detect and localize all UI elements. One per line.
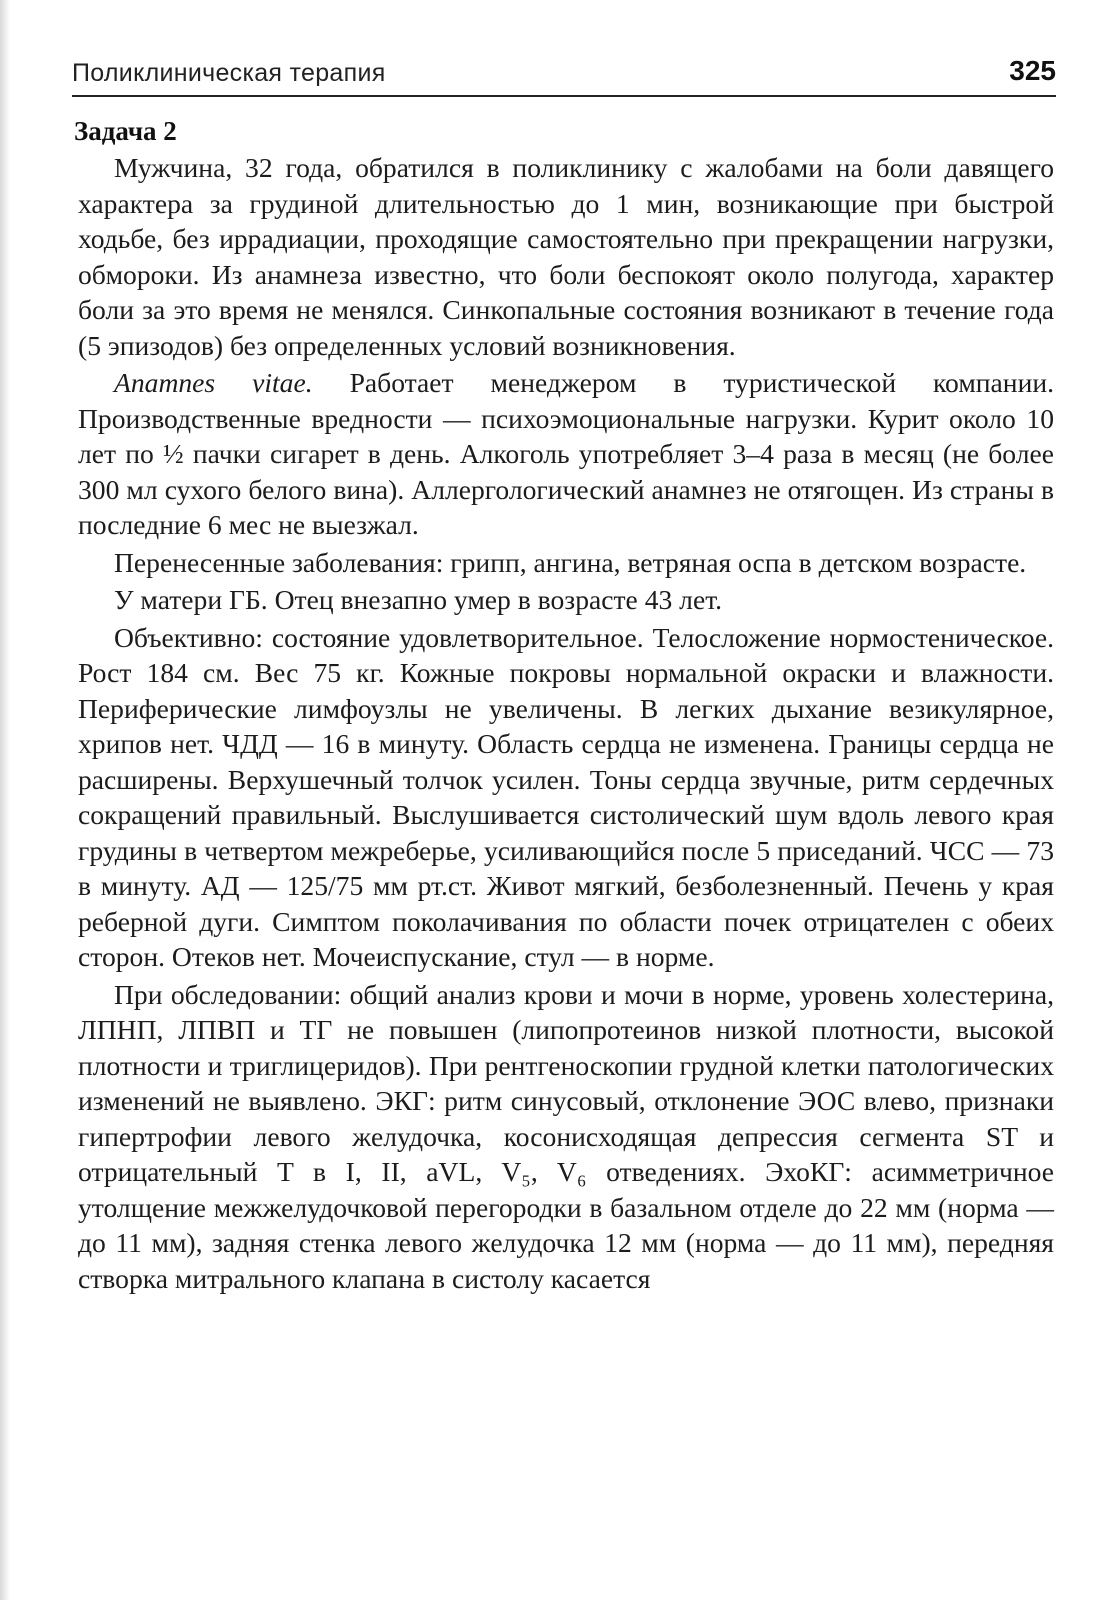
running-header [72, 55, 1056, 97]
paragraph-complaints: Мужчина, 32 года, обратился в поликлинику с жалобами на боли давящего характера за грудиной длительностью до 1 мин, возникающие при быстрой ходьбе, без иррадиации, проходящие самостоятельно при прекращении нагрузки, обмороки. Из анамнеза известно, что боли беспокоят около полугода, характер боли за это время не менялся. Синкопальные состояния возникают в течение года (5 эпизодов) без определенных условий возникновения. [78, 152, 1054, 361]
paragraph-objective-exam: Объективно: состояние удовлетворительное. Телосложение нормостеническое. Рост 184 см. Вес 75 кг. Кожные покровы нормальной окраски и влажности. Периферические лимфоузлы не увеличены. В легких дыхание везикулярное, хрипов нет. ЧДД — 16 в минуту. Область сердца не изменена. Границы сердца не расширены. Верхушечный толчок усилен. Тоны сердца звучные, ритм сердечных сокращений правильный. Выслушивается систолический шум вдоль левого края грудины в четвертом межреберье, усиливающийся после 5 приседаний. ЧСС — 73 в минуту. АД — 125/75 мм рт.ст. Живот мягкий, безболезненный. Печень у края реберной дуги. Симптом поколачивания по области почек отрицателен с обеих сторон. Отеков нет. Мочеиспускание, стул — в норме. [78, 621, 1054, 972]
paragraph-investigations: При обследовании: общий анализ крови и мочи в норме, уровень холестерина, ЛПНП, ЛПВП и ТГ не повышен (липопротеинов низкой плотности, высокой плотности и триглицеридов). При рентгеноскопии грудной клетки патологических изменений не выявлено. ЭКГ: ритм синусовый, отклонение ЭОС влево, признаки гипертрофии левого желудочка, косонисходящая депрессия сегмента ST и отрицательный T в I, II, aVL, V₅, V₆ отведениях. ЭхоКГ: асимметричное утолщение межжелудочковой перегородки в базальном отделе до 22 мм (норма — до 11 мм), задняя стенка левого желудочка 12 мм (норма — до 11 мм), передняя створка митрального клапана в систолу касается [78, 978, 1054, 1294]
paragraph-past-diseases: Перенесенные заболевания: грипп, ангина, ветряная оспа в детском возрасте. [114, 546, 1027, 578]
body-text [78, 150, 1054, 1298]
running-title: Поликлиническая терапия [72, 59, 386, 87]
page-number: 325 [1009, 55, 1056, 86]
anamnesis-vitae-lead: Anamnes vitae. [114, 367, 313, 398]
task-heading: Задача 2 [74, 116, 177, 146]
page-gutter-shadow [0, 0, 10, 1600]
paragraph-anamnesis-vitae [78, 365, 1054, 543]
paragraph-family-history: У матери ГБ. Отец внезапно умер в возрасте 43 лет. [114, 584, 723, 615]
anamnesis-vitae-text: Работает менеджером в туристической компании. Производственные вредности — психоэмоциональные нагрузки. Курит около 10 лет по ½ пачки сигарет в день. Алкоголь употребляет 3–4 раза в месяц (не более 300 мл сухого белого вина). Аллергологический анамнез не отягощен. Из страны в последние 6 мес не выезжал. [78, 367, 1054, 540]
